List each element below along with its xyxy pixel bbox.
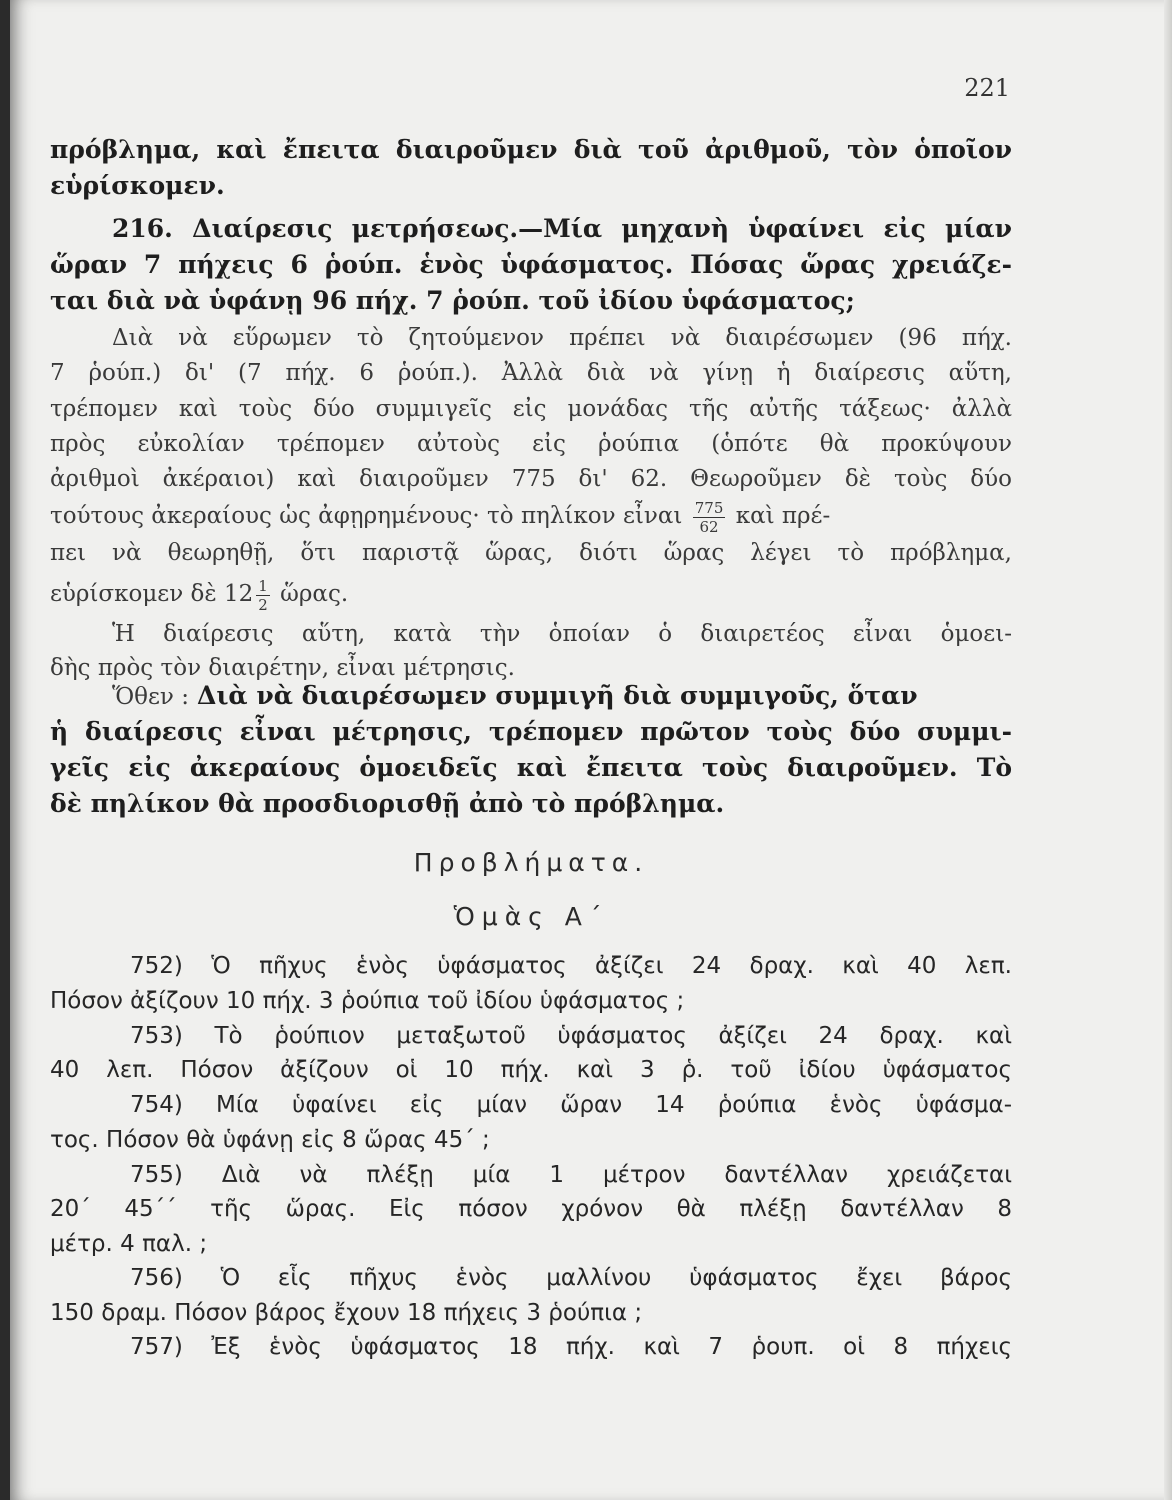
fraction-numerator: 775 [694, 498, 724, 517]
text-line-with-fraction [50, 496, 1012, 536]
book-page [10, 0, 1172, 1500]
text-line-with-fraction [50, 574, 1012, 614]
text-segment: εὑρίσκομεν δὲ 12 [50, 581, 254, 607]
problem-line: τος. Πόσον θὰ ὑφάνῃ εἰς 8 ὥρας 45΄ ; [50, 1127, 490, 1153]
text-line: Ἡ διαίρεσις αὕτη, κατὰ τὴν ὁποίαν ὁ διαιρετέος εἶναι ὁμοει- [112, 621, 1012, 647]
page-edge [1164, 0, 1172, 1500]
problem-line: 754) Μία ὑφαίνει εἰς μίαν ὥραν 14 ῥούπια ἑνὸς ὑφάσμα- [130, 1092, 1012, 1118]
fraction-775-62 [693, 499, 726, 536]
fraction-1-2 [256, 577, 270, 614]
text-line: πρόβλημα, καὶ ἔπειτα διαιροῦμεν διὰ τοῦ ἀριθμοῦ, τὸν ὁποῖον [50, 135, 1012, 164]
problems-heading: Προβλήματα. [413, 848, 649, 877]
rule-line [50, 680, 1012, 714]
text-line: πει νὰ θεωρηθῇ, ὅτι παριστᾷ ὥρας, διότι ὥρας λέγει τὸ πρόβλημα, [50, 540, 1012, 566]
rule-line: δὲ πηλίκον θὰ προσδιορισθῇ ἀπὸ τὸ πρόβλημα. [50, 789, 725, 818]
fraction-denominator: 2 [258, 595, 268, 614]
problem-line: Πόσον ἀξίζουν 10 πήχ. 3 ῥούπια τοῦ ἰδίου ὑφάσματος ; [50, 988, 685, 1014]
text-line: ται διὰ νὰ ὑφάνῃ 96 πήχ. 7 ῥούπ. τοῦ ἰδίου ὑφάσματος; [50, 286, 855, 315]
page-number: 221 [964, 74, 1010, 102]
fraction-denominator: 62 [699, 517, 719, 536]
text-segment: καὶ πρέ- [735, 503, 831, 529]
rule-line: γεῖς εἰς ἀκεραίους ὁμοειδεῖς καὶ ἔπειτα τοὺς διαιροῦμεν. Τὸ [50, 753, 1012, 782]
problem-line: 150 δραμ. Πόσον βάρος ἔχουν 18 πήχεις 3 ῥούπια ; [50, 1300, 643, 1326]
text-line: πρὸς εὐκολίαν τρέπομεν αὐτοὺς εἰς ῥούπια (ὁπότε θὰ προκύψουν [50, 431, 1012, 457]
text-line: 7 ῥούπ.) δι' (7 πήχ. 6 ῥούπ.). Ἀλλὰ διὰ νὰ γίνῃ ἡ διαίρεσις αὕτη, [50, 360, 1012, 386]
text-segment: ὥρας. [280, 581, 349, 607]
text-line: ἀριθμοὶ ἀκέραιοι) καὶ διαιροῦμεν 775 δι' 62. Θεωροῦμεν δὲ τοὺς δύο [50, 466, 1012, 492]
section-heading: 216. Διαίρεσις μετρήσεως.—Μία μηχανὴ ὑφαίνει εἰς μίαν [112, 214, 1012, 243]
problem-line: 752) Ὁ πῆχυς ἑνὸς ὑφάσματος ἀξίζει 24 δραχ. καὶ 40 λεπ. [130, 953, 1012, 979]
group-heading: Ὁμὰς Α΄ [453, 902, 609, 931]
text-segment: τούτους ἀκεραίους ὡς ἀφῃρημένους· τὸ πηλίκον εἶναι [50, 503, 683, 529]
fraction-numerator: 1 [258, 576, 268, 595]
text-line: εὑρίσκομεν. [50, 171, 225, 200]
rule-line: ἡ διαίρεσις εἶναι μέτρησις, τρέπομεν πρῶτον τοὺς δύο συμμι- [50, 717, 1012, 746]
text-line: ὥραν 7 πήχεις 6 ῥούπ. ἑνὸς ὑφάσματος. Πόσας ὥρας χρειάζε- [50, 250, 1012, 279]
text-segment: Ὅθεν : [112, 684, 189, 710]
problem-line: 756) Ὁ εἷς πῆχυς ἑνὸς μαλλίνου ὑφάσματος ἔχει βάρος [130, 1265, 1012, 1291]
text-line: Διὰ νὰ εὕρωμεν τὸ ζητούμενον πρέπει νὰ διαιρέσωμεν (96 πήχ. [112, 325, 1012, 351]
problem-line: 757) Ἐξ ἑνὸς ὑφάσματος 18 πήχ. καὶ 7 ῥουπ. οἱ 8 πήχεις [130, 1334, 1012, 1360]
problem-line: 753) Τὸ ῥούπιον μεταξωτοῦ ὑφάσματος ἀξίζει 24 δραχ. καὶ [130, 1023, 1012, 1049]
problem-line: 20΄ 45΄΄ τῆς ὥρας. Εἰς πόσον χρόνον θὰ πλέξῃ δαντέλλαν 8 [50, 1196, 1012, 1222]
rule-statement: Διὰ νὰ διαιρέσωμεν συμμιγῆ διὰ συμμιγοῦς, ὅταν [196, 681, 918, 710]
problem-line: 755) Διὰ νὰ πλέξῃ μία 1 μέτρον δαντέλλαν χρειάζεται [130, 1162, 1012, 1188]
text-line: δὴς πρὸς τὸν διαιρέτην, εἶναι μέτρησις. [50, 655, 515, 681]
problem-line: 40 λεπ. Πόσον ἀξίζουν οἱ 10 πήχ. καὶ 3 ῥ. τοῦ ἰδίου ὑφάσματος [50, 1057, 1012, 1083]
problem-line: μέτρ. 4 παλ. ; [50, 1231, 208, 1257]
text-line: τρέπομεν καὶ τοὺς δύο συμμιγεῖς εἰς μονάδας τῆς αὐτῆς τάξεως· ἀλλὰ [50, 396, 1012, 422]
